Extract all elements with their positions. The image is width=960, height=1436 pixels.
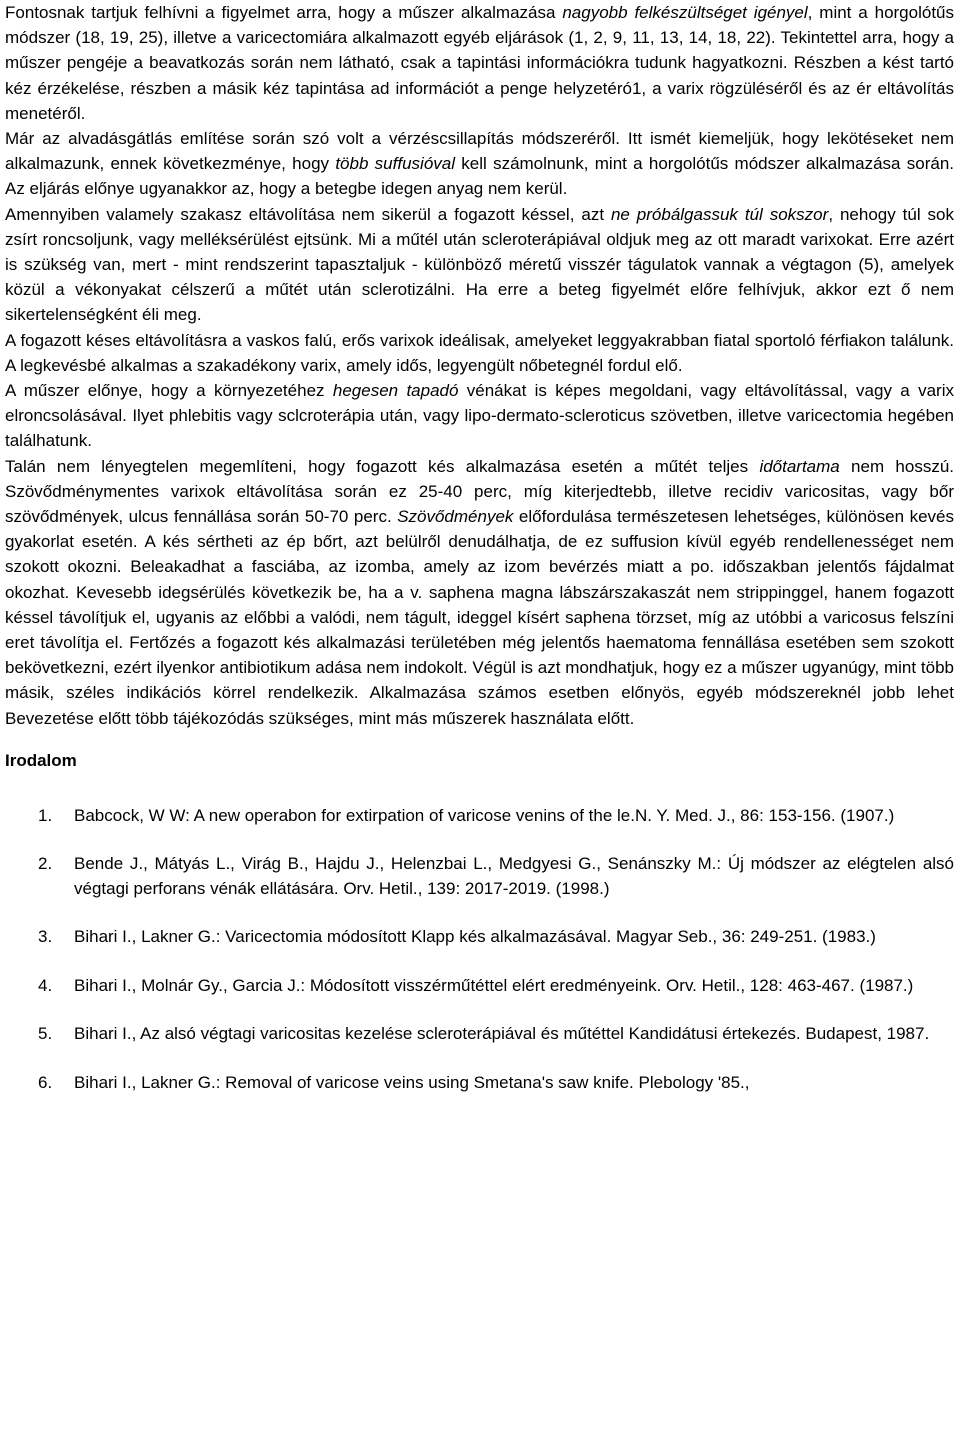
paragraph-text: , nehogy túl sok zsírt roncsoljunk, vagy melléksérülést ejtsünk. Mi a műtél után scleroterápiával oldjuk meg az ott maradt varixokat. Erre azért is szükség van, mert - mint rendszerint tapasztaljuk - különböző méretű visszér tágulatok vannak a végtagon (5), amelyek közül a vékonyakat célszerű a műtét után sclerotizálni. Ha erre a beteg figyelmét előre felhívjuk, akkor ezt ő nem sikertelenségként éli meg. xyxy=(5,204,954,325)
reference-text: Bihari I., Lakner G.: Removal of varicose veins using Smetana's saw knife. Plebology '85., xyxy=(74,1072,750,1092)
body-text xyxy=(5,0,954,731)
reference-item xyxy=(5,925,954,950)
reference-number: 5. xyxy=(38,1024,53,1044)
paragraph-text: A műszer előnye, hogy a környezetéhez xyxy=(5,381,333,401)
paragraph-text: Amennyiben valamely szakasz eltávolítása nem sikerül a fogazott késsel, azt xyxy=(5,204,611,224)
emphasis-text: ne próbálgassuk túl sokszor xyxy=(610,204,829,224)
reference-text: Bende J., Mátyás L., Virág B., Hajdu J., Helenzbai L., Medgyesi G., Senánszky M.: Új módszer az elégtelen alsó végtagi perforans vénák ellátására. Orv. Hetil., 139: 2017-2019. (1998.) xyxy=(74,854,954,898)
reference-item xyxy=(5,804,954,829)
reference-number: 6. xyxy=(38,1072,53,1092)
reference-number: 4. xyxy=(38,975,53,995)
reference-item xyxy=(5,852,954,901)
paragraph-text: A fogazott késes eltávolításra a vaskos falú, erős varixok ideálisak, amelyeket leggyakrabban fiatal sportoló férfiakon találunk. A legkevésbé alkalmas a szakadékony varix, amely idős, legyengült nőbetegnél fordul elő. xyxy=(5,330,954,375)
references-list xyxy=(5,804,954,1096)
paragraph-text: nem hosszú. Szövődménymentes varixok eltávolítása során ez 25-40 perc, míg kiterjedtebb, illetve recidiv varicositas, vagy bőr szövődmények, ulcus fennállása során 50-70 perc. xyxy=(5,456,954,527)
reference-number: 1. xyxy=(38,805,53,825)
paragraph-text: Már az alvadásgátlás említése során szó volt a vérzéscsillapítás módszeréről. Itt ismét kiemeljük, hogy lekötéseket nem alkalmazunk, ennek következménye, hogy xyxy=(5,129,954,174)
body-paragraph xyxy=(5,0,954,126)
paragraph-text: kell számolnunk, mint a horgolótűs módszer alkalmazása során. Az eljárás előnye ugyanakkor az, hogy a betegbe idegen anyag nem kerül. xyxy=(5,154,955,199)
body-paragraph xyxy=(5,328,954,378)
reference-number: 3. xyxy=(38,927,53,947)
reference-item xyxy=(5,1022,954,1047)
paragraph-text: Talán nem lényegtelen megemlíteni, hogy fogazott kés alkalmazása esetén a műtét teljes xyxy=(5,456,760,476)
reference-text: Babcock, W W: A new operabon for extirpation of varicose venins of the le.N. Y. Med. J., 86: 153-156. (1907.) xyxy=(74,805,895,825)
emphasis-text: nagyobb felkészültséget igényel xyxy=(562,3,808,22)
emphasis-text: hegesen tapadó xyxy=(332,381,459,401)
reference-number: 2. xyxy=(38,854,53,874)
emphasis-text: időtartama xyxy=(759,456,840,476)
body-paragraph xyxy=(5,126,954,202)
paragraph-text: Fontosnak tartjuk felhívni a figyelmet arra, hogy a műszer alkalmazása xyxy=(5,3,563,22)
emphasis-text: több suffusióval xyxy=(335,154,456,174)
reference-text: Bihari I., Molnár Gy., Garcia J.: Módosított visszérműtéttel elért eredményeink. Orv. Hetil., 128: 463-467. (1987.) xyxy=(74,975,914,995)
body-paragraph xyxy=(5,202,954,328)
paragraph-text: vénákat is képes megoldani, vagy eltávolítással, vagy a varix elroncsolásával. Ilyet phlebitis vagy sclcroterápia után, vagy lipo-dermato-scleroticus szövetben, illetve varicectomia hegében találhatunk. xyxy=(5,381,954,451)
reference-text: Bihari I., Lakner G.: Varicectomia módosított Klapp kés alkalmazásával. Magyar Seb., 36: 249-251. (1983.) xyxy=(74,927,876,947)
reference-item xyxy=(5,1071,954,1096)
body-paragraph xyxy=(5,454,954,731)
references-heading: Irodalom xyxy=(5,750,77,770)
reference-item xyxy=(5,974,954,999)
paragraph-text: , mint a horgolótűs módszer (18, 19, 25), illetve a varicectomiára alkalmazott egyéb eljárások (1, 2, 9, 11, 13, 14, 18, 22). Tekintettel arra, hogy a műszer pengéje a beavatkozás során nem látható, csak a tapintási információkra tudunk hagyatkozni. Részben a kést tartó kéz érzékelése, részben a másik kéz tapintása ad információt a penge helyzetéró1, a varix rögzüléséről és az ér eltávolítás menetéről. xyxy=(5,3,955,123)
body-paragraph xyxy=(5,378,954,454)
emphasis-text: Szövődmények xyxy=(397,507,514,527)
paragraph-text: előfordulása természetesen lehetséges, különösen kevés gyakorlat esetén. A kés sértheti az ép bőrt, azt belülről denudálhatja, de ez suffusion kívül egyéb rendellenességet nem szokott okozni. Beleakadhat a fasciába, az izomba, amely az izom bevérzés miatt a po. időszakban jelentős fájdalmat okozhat. Kevesebb idegsérülés következik be, ha a v. saphena magna lábszárszakaszát nem strippinggel, hanem fogazott késsel távolítjuk el, ugyanis az előbbi a valódi, nem tágult, ideggel kísért saphena törzset, míg az utóbbi a varicosus felszíni eret távolítja el. Fertőzés a fogazott kés alkalmazási területében még jelentős haematoma fennállása esetében sem szokott bekövetkezni, ezért ilyenkor antibiotikum adása nem indokolt. Végül is azt mondhatjuk, hogy ez a műszer ugyanúgy, mint több másik, széles indikációs körrel rendelkezik. Alkalmazása számos esetben előnyös, egyéb módszereknél jobb lehet Bevezetése előtt több tájékozódás szükséges, mint más műszerek használata előtt. xyxy=(5,507,954,728)
reference-text: Bihari I., Az alsó végtagi varicositas kezelése scleroterápiával és műtéttel Kandidátusi értekezés. Budapest, 1987. xyxy=(74,1024,930,1044)
